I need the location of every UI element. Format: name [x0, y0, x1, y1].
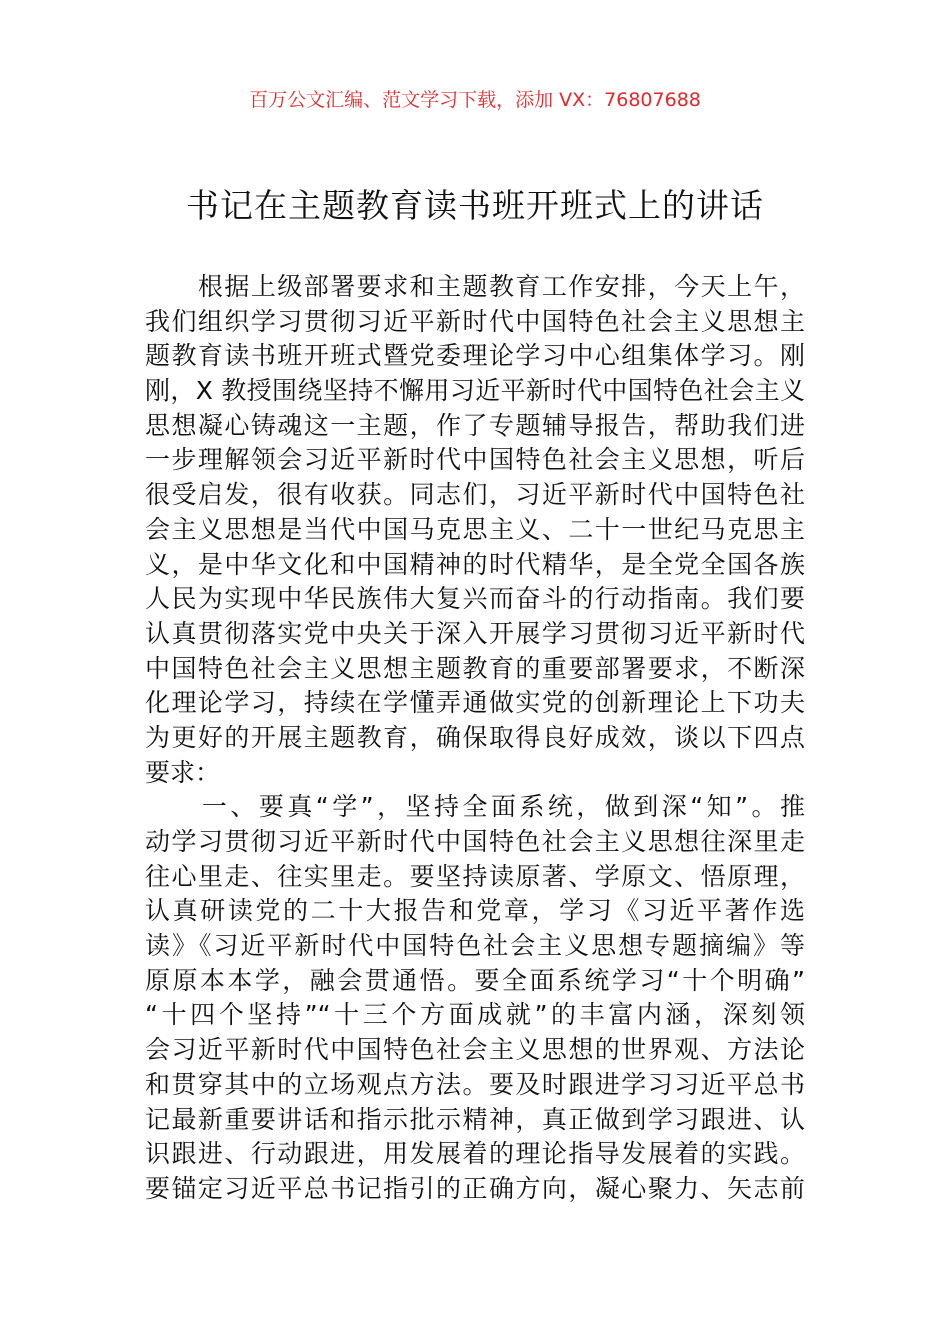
- text-line: 读》《习近平新时代中国特色社会主义思想专题摘编》等: [145, 931, 805, 961]
- text-line: 和贯穿其中的立场观点方法。要及时跟进学习习近平总书: [145, 1069, 805, 1099]
- text-line: 化理论学习，持续在学懂弄通做实党的创新理论上下功夫: [145, 688, 805, 718]
- text-line: 一、要真“学”，坚持全面系统，做到深“知”。推: [145, 792, 805, 822]
- paragraph: [145, 790, 805, 1206]
- text-line: 会习近平新时代中国特色社会主义思想的世界观、方法论: [145, 1035, 805, 1065]
- text-line: 我们组织学习贯彻习近平新时代中国特色社会主义思想主: [145, 306, 805, 336]
- text-line: 原原本本学，融会贯通悟。要全面系统学习“十个明确”: [145, 965, 805, 995]
- text-line: 要锚定习近平总书记指引的正确方向，凝心聚力、矢志前: [145, 1173, 805, 1203]
- document-title: 书记在主题教育读书班开班式上的讲话: [186, 186, 764, 225]
- text-line: 义，是中华文化和中国精神的时代精华，是全党全国各族: [145, 549, 805, 579]
- text-line: 根据上级部署要求和主题教育工作安排，今天上午，: [145, 272, 805, 301]
- paragraph: [145, 270, 805, 790]
- document-body: [145, 270, 805, 1207]
- text-line: 要求：: [145, 757, 221, 787]
- text-line: 为更好的开展主题教育，确保取得良好成效，谈以下四点: [145, 722, 805, 752]
- text-line: 一步理解领会习近平新时代中国特色社会主义思想，听后: [145, 445, 805, 475]
- text-line: 记最新重要讲话和指示批示精神，真正做到学习跟进、认: [145, 1104, 805, 1134]
- text-line: 思想凝心铸魂这一主题，作了专题辅导报告，帮助我们进: [145, 410, 805, 440]
- text-line: 人民为实现中华民族伟大复兴而奋斗的行动指南。我们要: [145, 584, 805, 614]
- text-line: 动学习贯彻习近平新时代中国特色社会主义思想往深里走: [145, 827, 805, 856]
- text-line: 往心里走、往实里走。要坚持读原著、学原文、悟原理，: [145, 861, 805, 891]
- text-line: 刚，X 教授围绕坚持不懈用习近平新时代中国特色社会主义: [145, 376, 805, 406]
- watermark-header: 百万公文汇编、范文学习下载，添加 VX：76807688: [249, 89, 701, 111]
- text-line: 会主义思想是当代中国马克思主义、二十一世纪马克思主: [145, 514, 805, 544]
- text-line: 题教育读书班开班式暨党委理论学习中心组集体学习。刚: [145, 341, 805, 371]
- text-line: 中国特色社会主义思想主题教育的重要部署要求，不断深: [145, 653, 805, 683]
- text-line: 认真贯彻落实党中央关于深入开展学习贯彻习近平新时代: [145, 618, 805, 648]
- text-line: 认真研读党的二十大报告和党章，学习《习近平著作选: [145, 896, 805, 926]
- text-line: “十四个坚持”“十三个方面成就”的丰富内涵，深刻领: [145, 1000, 805, 1030]
- text-line: 很受启发，很有收获。同志们，习近平新时代中国特色社: [145, 480, 805, 510]
- text-line: 识跟进、行动跟进，用发展着的理论指导发展着的实践。: [145, 1139, 805, 1169]
